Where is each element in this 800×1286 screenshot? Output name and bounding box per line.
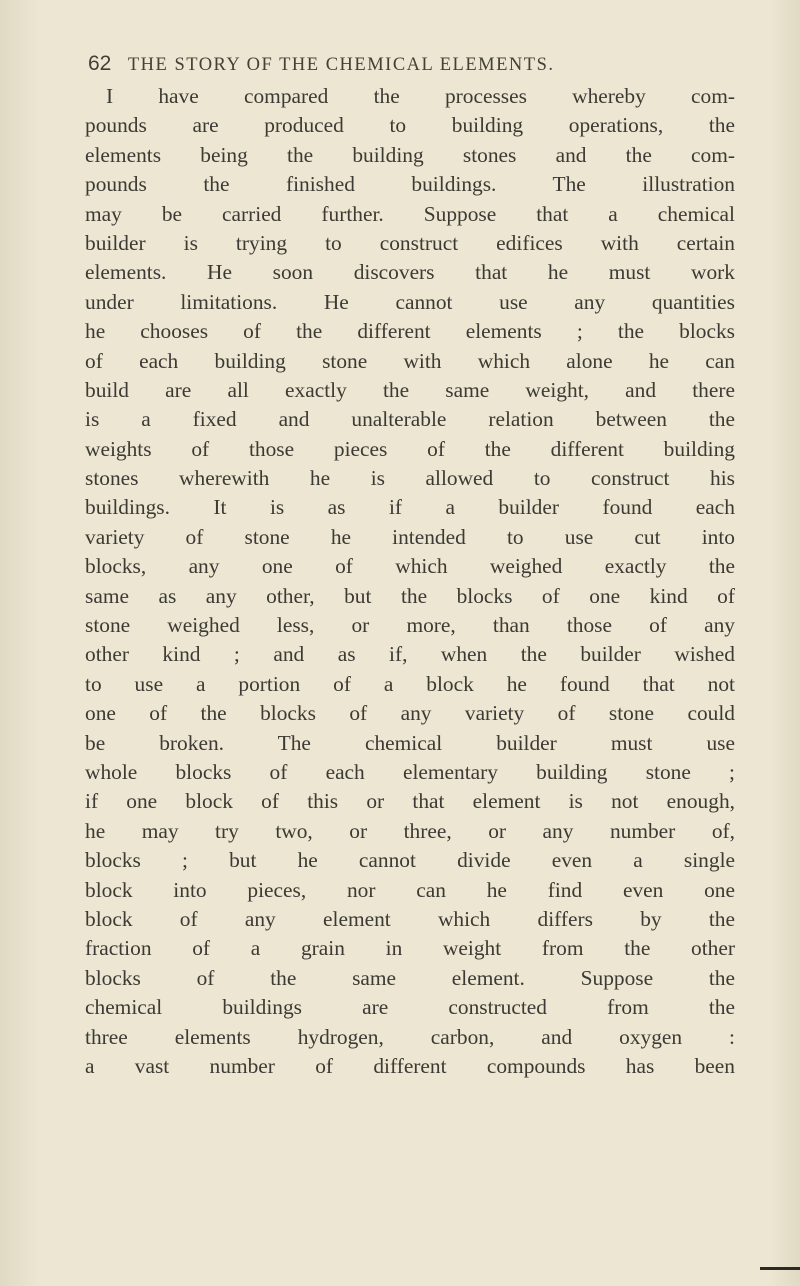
text-line: under limitations. He cannot use any quantities xyxy=(85,289,735,314)
text-line: blocks of the same element. Suppose the xyxy=(85,965,735,990)
text-line: elements being the building stones and the com- xyxy=(85,142,735,167)
text-line: a vast number of different compounds has been xyxy=(85,1053,735,1078)
text-line: builder is trying to construct edifices with certain xyxy=(85,230,735,255)
scan-edge-mark xyxy=(760,1267,800,1270)
running-title: THE STORY OF THE CHEMICAL ELEMENTS. xyxy=(127,55,555,75)
text-line: build are all exactly the same weight, and there xyxy=(85,377,735,402)
page-header xyxy=(88,52,738,76)
text-line: block of any element which differs by the xyxy=(85,906,735,931)
text-line: pounds are produced to building operations, the xyxy=(85,113,735,138)
text-line: block into pieces, nor can he find even one xyxy=(85,877,735,902)
text-line: blocks ; but he cannot divide even a single xyxy=(85,848,735,873)
text-line: I have compared the processes whereby com- xyxy=(106,84,735,108)
text-line: weights of those pieces of the different building xyxy=(85,436,735,461)
text-line: fraction of a grain in weight from the other xyxy=(85,936,735,961)
text-line: he chooses of the different elements ; the blocks xyxy=(85,319,735,344)
text-line: three elements hydrogen, carbon, and oxygen : xyxy=(85,1024,735,1049)
text-line: other kind ; and as if, when the builder wished xyxy=(85,642,735,667)
page-number: 62 xyxy=(88,52,112,75)
text-line: if one block of this or that element is not enough, xyxy=(85,789,735,814)
body-paragraph xyxy=(85,82,735,1081)
text-line: stones wherewith he is allowed to construct his xyxy=(85,466,735,491)
text-line: may be carried further. Suppose that a chemical xyxy=(85,201,735,226)
text-line: chemical buildings are constructed from the xyxy=(85,995,735,1020)
text-line: of each building stone with which alone he can xyxy=(85,348,735,373)
text-line: he may try two, or three, or any number of, xyxy=(85,818,735,843)
text-line: stone weighed less, or more, than those of any xyxy=(85,613,735,638)
text-line: pounds the finished buildings. The illustration xyxy=(85,172,735,197)
text-line: elements. He soon discovers that he must work xyxy=(85,260,735,285)
text-line: be broken. The chemical builder must use xyxy=(85,730,735,755)
text-line: buildings. It is as if a builder found each xyxy=(85,495,735,520)
text-line: whole blocks of each elementary building stone ; xyxy=(85,759,735,784)
text-line: variety of stone he intended to use cut into xyxy=(85,524,735,549)
text-line: same as any other, but the blocks of one kind of xyxy=(85,583,735,608)
text-line: blocks, any one of which weighed exactly the xyxy=(85,554,735,579)
text-line: one of the blocks of any variety of stone could xyxy=(85,701,735,726)
text-line: to use a portion of a block he found that not xyxy=(85,671,735,696)
text-line: is a fixed and unalterable relation between the xyxy=(85,407,735,432)
